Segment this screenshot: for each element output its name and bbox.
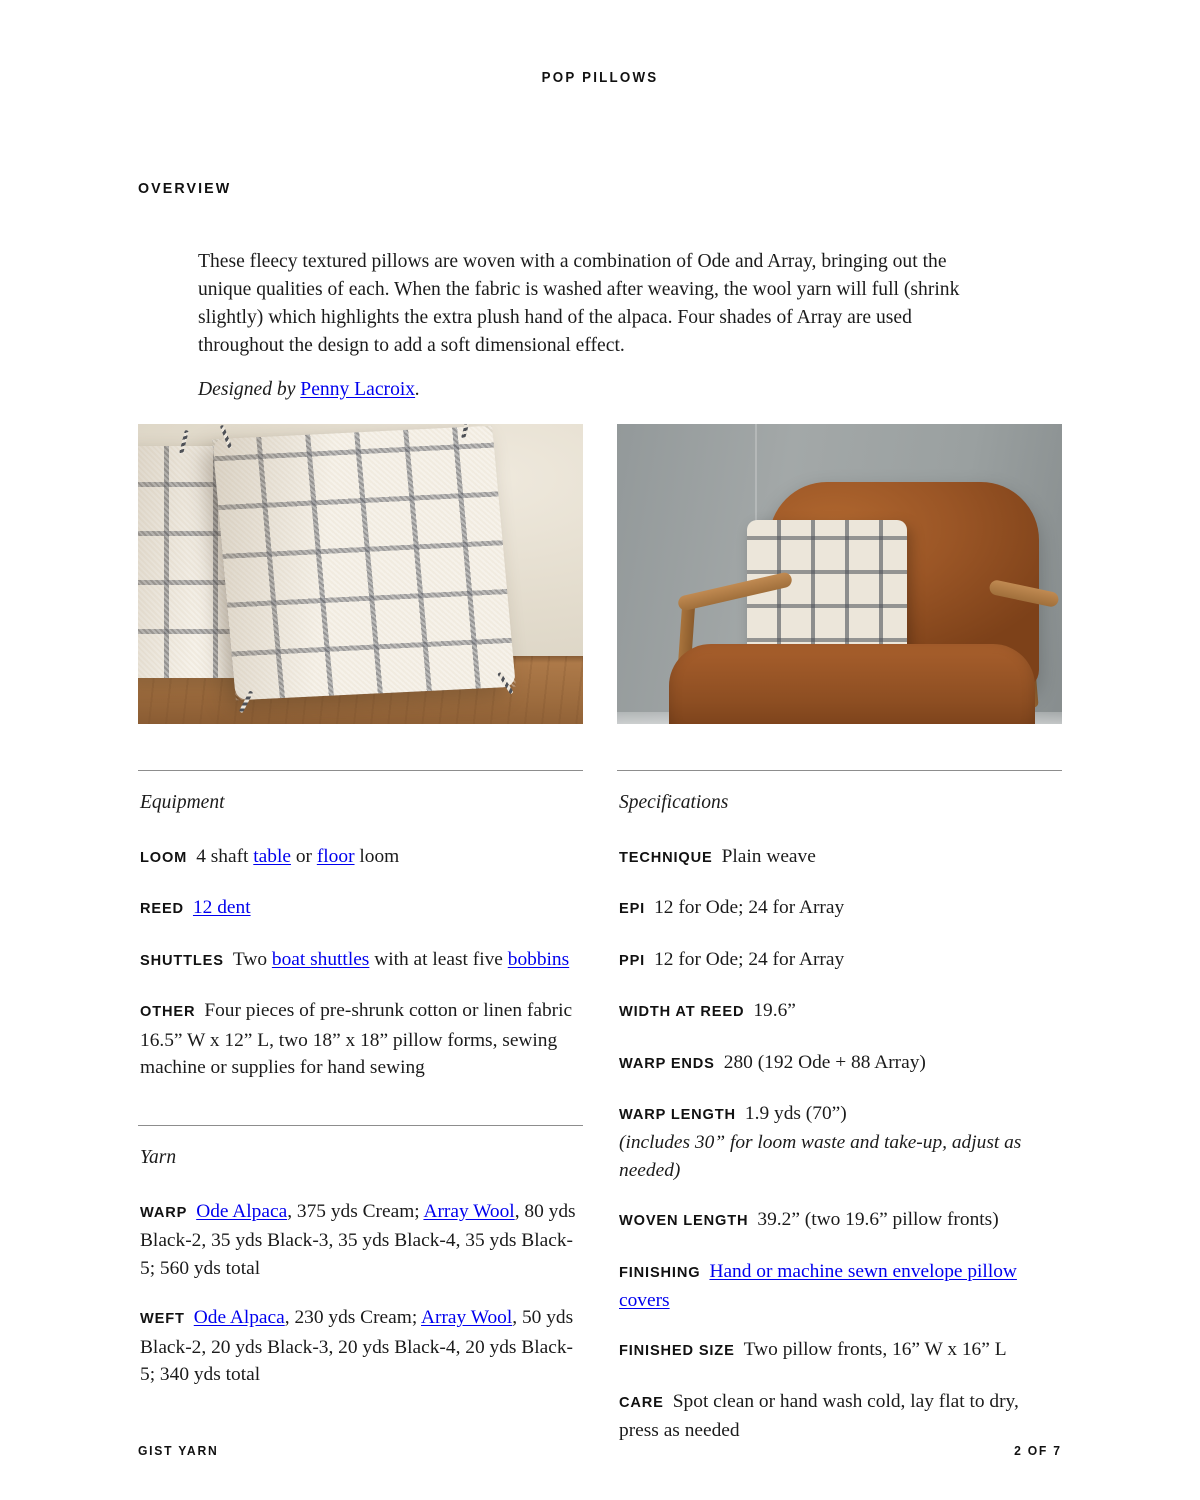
weft-text-post: , 50 yds Black-2, 20 yds Black-3, 20 yds Black-4, 20 yds Black-5; 340 yds total (140, 1307, 574, 1386)
yarn-entry-weft (140, 1304, 583, 1388)
chair-leather-seat (669, 644, 1035, 724)
spec-entry-epi (619, 894, 1062, 923)
footer-page-number: 2 OF 7 (1014, 1443, 1062, 1458)
spec-entry-width-at-reed (619, 997, 1062, 1026)
spec-label-width-at-reed: WIDTH AT REED (619, 1004, 745, 1021)
spec-value-width-at-reed: 19.6” (753, 1000, 796, 1022)
yarn-title: Yarn (140, 1147, 177, 1168)
spec-label-technique: TECHNIQUE (619, 850, 713, 866)
spec-entry-ppi (619, 946, 1062, 975)
designer-credit (198, 376, 420, 404)
spec-value-warp-length: 1.9 yds (70”) (744, 1103, 847, 1125)
specifications-column (617, 770, 1062, 1445)
spec-note-warp-length: (includes 30” for loom waste and take-up, adjust as needed) (619, 1132, 1022, 1181)
weft-text-mid: , 230 yds Cream; (284, 1307, 422, 1329)
credit-prefix: Designed by (198, 378, 301, 400)
overview-section-heading: OVERVIEW (138, 180, 232, 197)
overview-body-text: These fleecy textured pillows are woven with a combination of Ode and Array, bringing out the unique qualities of each. When the fabric is washed after weaving, the wool yarn will full (shrink slightly) which highlights the extra plush hand of the alpaca. Four shades of Array are used throughout the design to add a soft dimensional effect. (198, 250, 960, 357)
spec-entry-finishing (619, 1258, 1062, 1315)
photo-check-pillow-on-leather-chair (617, 424, 1062, 724)
equipment-entry-reed (140, 894, 583, 923)
floor-loom-link[interactable]: floor (316, 846, 355, 867)
loom-text-post: loom (354, 846, 400, 867)
equipment-title: Equipment (140, 792, 225, 813)
spec-label-epi: EPI (619, 901, 646, 918)
spec-label-woven-length: WOVEN LENGTH (619, 1213, 749, 1230)
credit-suffix: . (415, 378, 421, 400)
yarn-label-weft: WEFT (140, 1311, 185, 1328)
spec-label-care: CARE (619, 1394, 664, 1411)
spec-entry-warp-length (619, 1100, 1062, 1184)
yarn-divider (138, 1125, 583, 1126)
reed-link[interactable]: 12 dent (192, 897, 251, 919)
spec-value-care: Spot clean or hand wash cold, lay flat to dry, press as needed (619, 1390, 1019, 1442)
equipment-entry-shuttles (140, 946, 583, 975)
warp-text-post: , 80 yds Black-2, 35 yds Black-3, 35 yds Black-4, 35 yds Black-5; 560 yds total (140, 1201, 576, 1279)
spec-entry-care (619, 1388, 1062, 1445)
equipment-entry-other (140, 997, 583, 1081)
yarn-label-warp: WARP (140, 1205, 188, 1221)
equipment-label-other: OTHER (140, 1004, 196, 1021)
spec-value-technique: Plain weave (721, 846, 816, 867)
warp-array-wool-link[interactable]: Array Wool (423, 1201, 515, 1222)
spec-value-epi: 12 for Ode; 24 for Array (654, 897, 845, 919)
specifications-title: Specifications (619, 792, 729, 813)
bobbins-link[interactable]: bobbins (507, 948, 570, 970)
spec-value-woven-length: 39.2” (two 19.6” pillow fronts) (757, 1209, 999, 1231)
equipment-divider (138, 770, 583, 771)
running-head-title: POP PILLOWS (541, 70, 659, 86)
spec-entry-warp-ends (619, 1049, 1062, 1078)
warp-text-mid: , 375 yds Cream; (287, 1201, 424, 1222)
spec-entry-technique (619, 843, 1062, 872)
spec-entry-woven-length (619, 1206, 1062, 1235)
equipment-entry-loom (140, 843, 583, 872)
table-loom-link[interactable]: table (253, 846, 291, 867)
boat-shuttles-link[interactable]: boat shuttles (271, 948, 370, 970)
other-text: Four pieces of pre-shrunk cotton or linen fabric 16.5” W x 12” L, two 18” x 18” pillow forms, sewing machine or supplies for hand sewing (140, 1000, 573, 1079)
designer-link[interactable]: Penny Lacroix (300, 378, 416, 400)
weft-array-wool-link[interactable]: Array Wool (421, 1307, 513, 1329)
specifications-divider (617, 770, 1062, 771)
photo-two-check-pillows-on-wood-surface (138, 424, 583, 724)
equipment-label-loom: LOOM (140, 850, 188, 866)
spec-label-ppi: PPI (619, 952, 646, 969)
spec-value-finished-size: Two pillow fronts, 16” W x 16” L (743, 1339, 1007, 1361)
spec-label-finished-size: FINISHED SIZE (619, 1343, 735, 1360)
page-footer (138, 1443, 1062, 1458)
loom-text-mid: or (290, 846, 317, 867)
yarn-entry-warp (140, 1198, 583, 1282)
yarn-column (138, 1125, 583, 1388)
spec-value-warp-ends: 280 (192 Ode + 88 Array) (723, 1051, 926, 1073)
spec-label-finishing: FINISHING (619, 1264, 701, 1281)
spec-label-warp-length: WARP LENGTH (619, 1107, 736, 1124)
photo-front-pillow (212, 426, 516, 701)
warp-ode-alpaca-link[interactable]: Ode Alpaca (196, 1201, 288, 1222)
equipment-column (138, 770, 583, 1081)
equipment-label-shuttles: SHUTTLES (140, 952, 224, 969)
spec-label-warp-ends: WARP ENDS (619, 1055, 715, 1072)
equipment-label-reed: REED (140, 901, 184, 918)
shuttles-text-pre: Two (232, 948, 272, 970)
finishing-link[interactable]: Hand or machine sewn envelope pillow covers (619, 1260, 1017, 1312)
spec-value-ppi: 12 for Ode; 24 for Array (654, 948, 845, 970)
footer-brand: GIST YARN (138, 1443, 219, 1458)
spec-entry-finished-size (619, 1336, 1062, 1365)
weft-ode-alpaca-link[interactable]: Ode Alpaca (193, 1307, 285, 1329)
pillow-shading (212, 426, 516, 701)
loom-text-pre: 4 shaft (196, 846, 254, 867)
shuttles-text-mid: with at least five (369, 948, 508, 970)
